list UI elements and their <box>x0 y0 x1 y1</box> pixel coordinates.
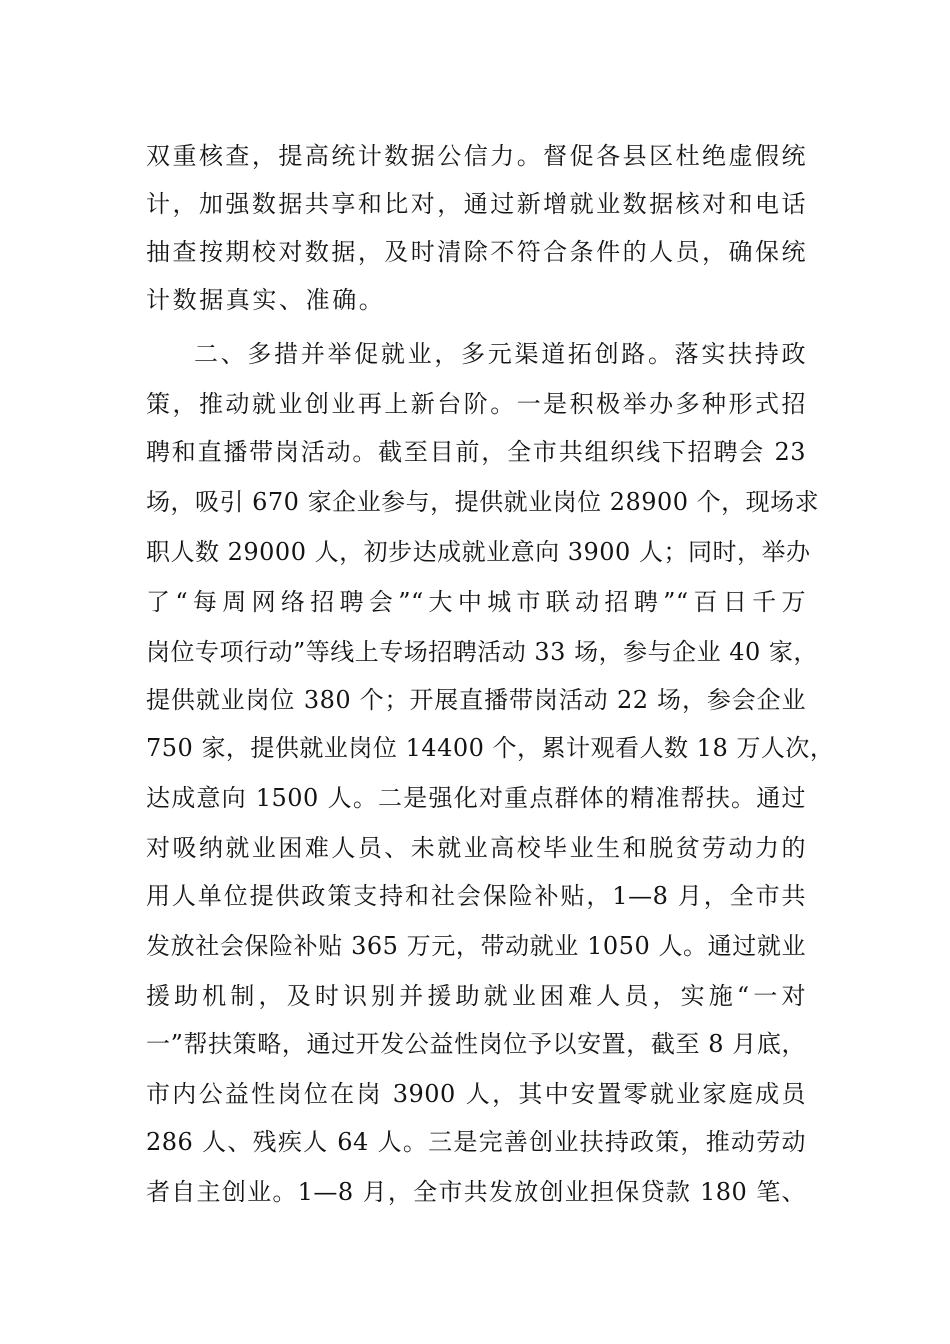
text-line-3: 抽查按期校对数据，及时清除不符合条件的人员，确保统 <box>146 238 806 266</box>
text-line-13: 750 家，提供就业岗位 14400 个，累计观看人数 18 万人次， <box>146 734 835 762</box>
text-line-6: 策，推动就业创业再上新台阶。一是积极举办多种形式招 <box>146 390 806 418</box>
text-line-2: 计，加强数据共享和比对，通过新增就业数据核对和电话 <box>146 190 806 218</box>
text-line-8: 场，吸引 670 家企业参与，提供就业岗位 28900 个，现场求 <box>146 488 820 516</box>
text-line-19: 一”帮扶策略，通过开发公益性岗位予以安置，截至 8 月底， <box>146 1030 806 1058</box>
text-line-20: 市内公益性岗位在岗 3900 人，其中安置零就业家庭成员 <box>146 1080 806 1108</box>
text-line-12: 提供就业岗位 380 个；开展直播带岗活动 22 场，参会企业 <box>146 686 806 714</box>
text-line-10: 了“每周网络招聘会”“大中城市联动招聘”“百日千万 <box>146 588 806 616</box>
text-line-1: 双重核查，提高统计数据公信力。督促各县区杜绝虚假统 <box>146 142 806 170</box>
text-line-18: 援助机制，及时识别并援助就业困难人员，实施“一对 <box>146 982 806 1010</box>
text-line-7: 聘和直播带岗活动。截至目前，全市共组织线下招聘会 23 <box>146 438 806 466</box>
text-line-9: 职人数 29000 人，初步达成就业意向 3900 人；同时，举办 <box>146 538 811 566</box>
text-line-16: 用人单位提供政策支持和社会保险补贴，1—8 月，全市共 <box>146 882 806 910</box>
text-line-11: 岗位专项行动”等线上专场招聘活动 33 场，参与企业 40 家， <box>146 638 818 666</box>
text-line-5: 二、多措并举促就业，多元渠道拓创路。落实扶持政 <box>194 340 806 368</box>
text-line-4: 计数据真实、准确。 <box>146 286 386 314</box>
text-line-15: 对吸纳就业困难人员、未就业高校毕业生和脱贫劳动力的 <box>146 834 806 862</box>
text-line-14: 达成意向 1500 人。二是强化对重点群体的精准帮扶。通过 <box>146 784 806 812</box>
text-line-17: 发放社会保险补贴 365 万元，带动就业 1050 人。通过就业 <box>146 932 806 960</box>
text-line-22: 者自主创业。1—8 月，全市共发放创业担保贷款 180 笔、 <box>146 1178 806 1206</box>
text-line-21: 286 人、残疾人 64 人。三是完善创业扶持政策，推动劳动 <box>146 1128 806 1156</box>
